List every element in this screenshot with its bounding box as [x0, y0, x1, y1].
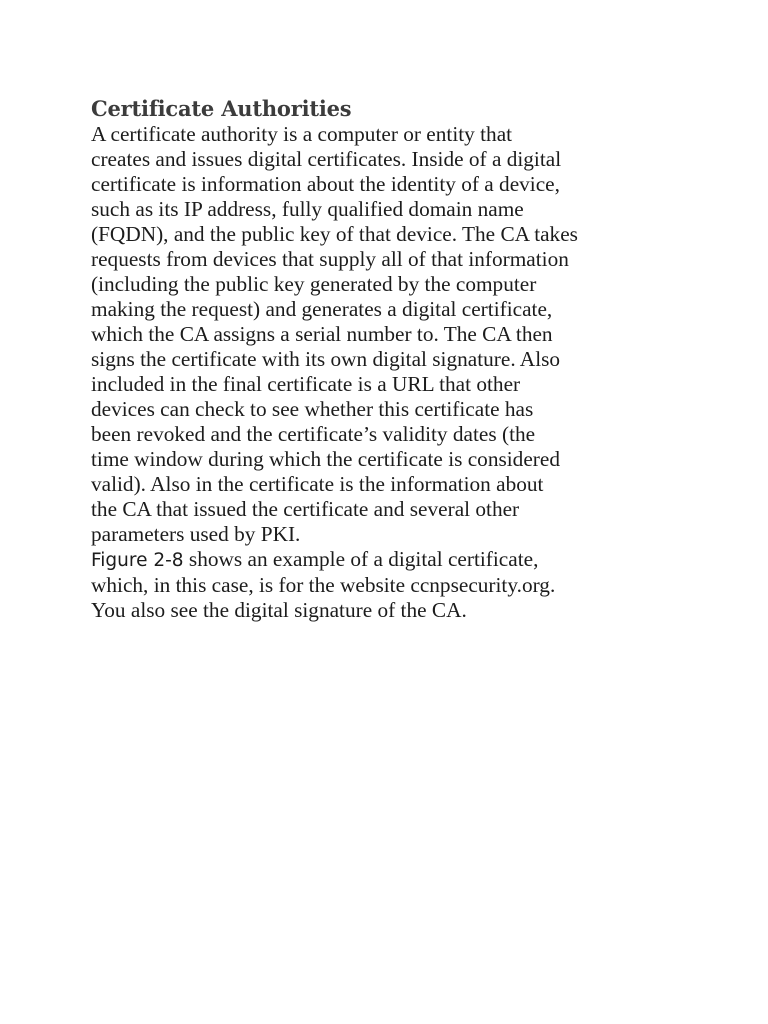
text-line: You also see the digital signature of the CA. — [91, 598, 467, 622]
text-line: creates and issues digital certificates. Inside of a digital — [91, 147, 562, 171]
text-line: devices can check to see whether this certificate has — [91, 397, 534, 421]
text-line: time window during which the certificate is considered — [91, 447, 560, 471]
text-line: A certificate authority is a computer or entity that — [91, 122, 513, 146]
text-line: (including the public key generated by the computer — [91, 272, 537, 296]
body-paragraph-2 — [91, 547, 631, 623]
text-line: which the CA assigns a serial number to. The CA then — [91, 322, 553, 346]
text-line — [91, 547, 631, 573]
text-line: signs the certificate with its own digital signature. Also — [91, 347, 561, 371]
text-line: (FQDN), and the public key of that device. The CA takes — [91, 222, 578, 246]
document-page — [91, 95, 631, 623]
text-line: such as its IP address, fully qualified domain name — [91, 197, 524, 221]
body-paragraph-1 — [91, 122, 631, 547]
text-line: requests from devices that supply all of that information — [91, 247, 569, 271]
text-line: been revoked and the certificate’s validity dates (the — [91, 422, 536, 446]
text-line: making the request) and generates a digital certificate, — [91, 297, 553, 321]
text-line: certificate is information about the identity of a device, — [91, 172, 560, 196]
text-fragment: shows an example of a digital certificate, — [183, 547, 539, 571]
figure-reference-link[interactable]: Figure 2-8 — [91, 550, 184, 571]
section-heading: Certificate Authorities — [91, 96, 352, 121]
text-line: parameters used by PKI. — [91, 522, 301, 546]
text-line: the CA that issued the certificate and several other — [91, 497, 520, 521]
text-line: included in the final certificate is a URL that other — [91, 372, 521, 396]
text-line: which, in this case, is for the website ccnpsecurity.org. — [91, 573, 556, 597]
text-line: valid). Also in the certificate is the information about — [91, 472, 544, 496]
